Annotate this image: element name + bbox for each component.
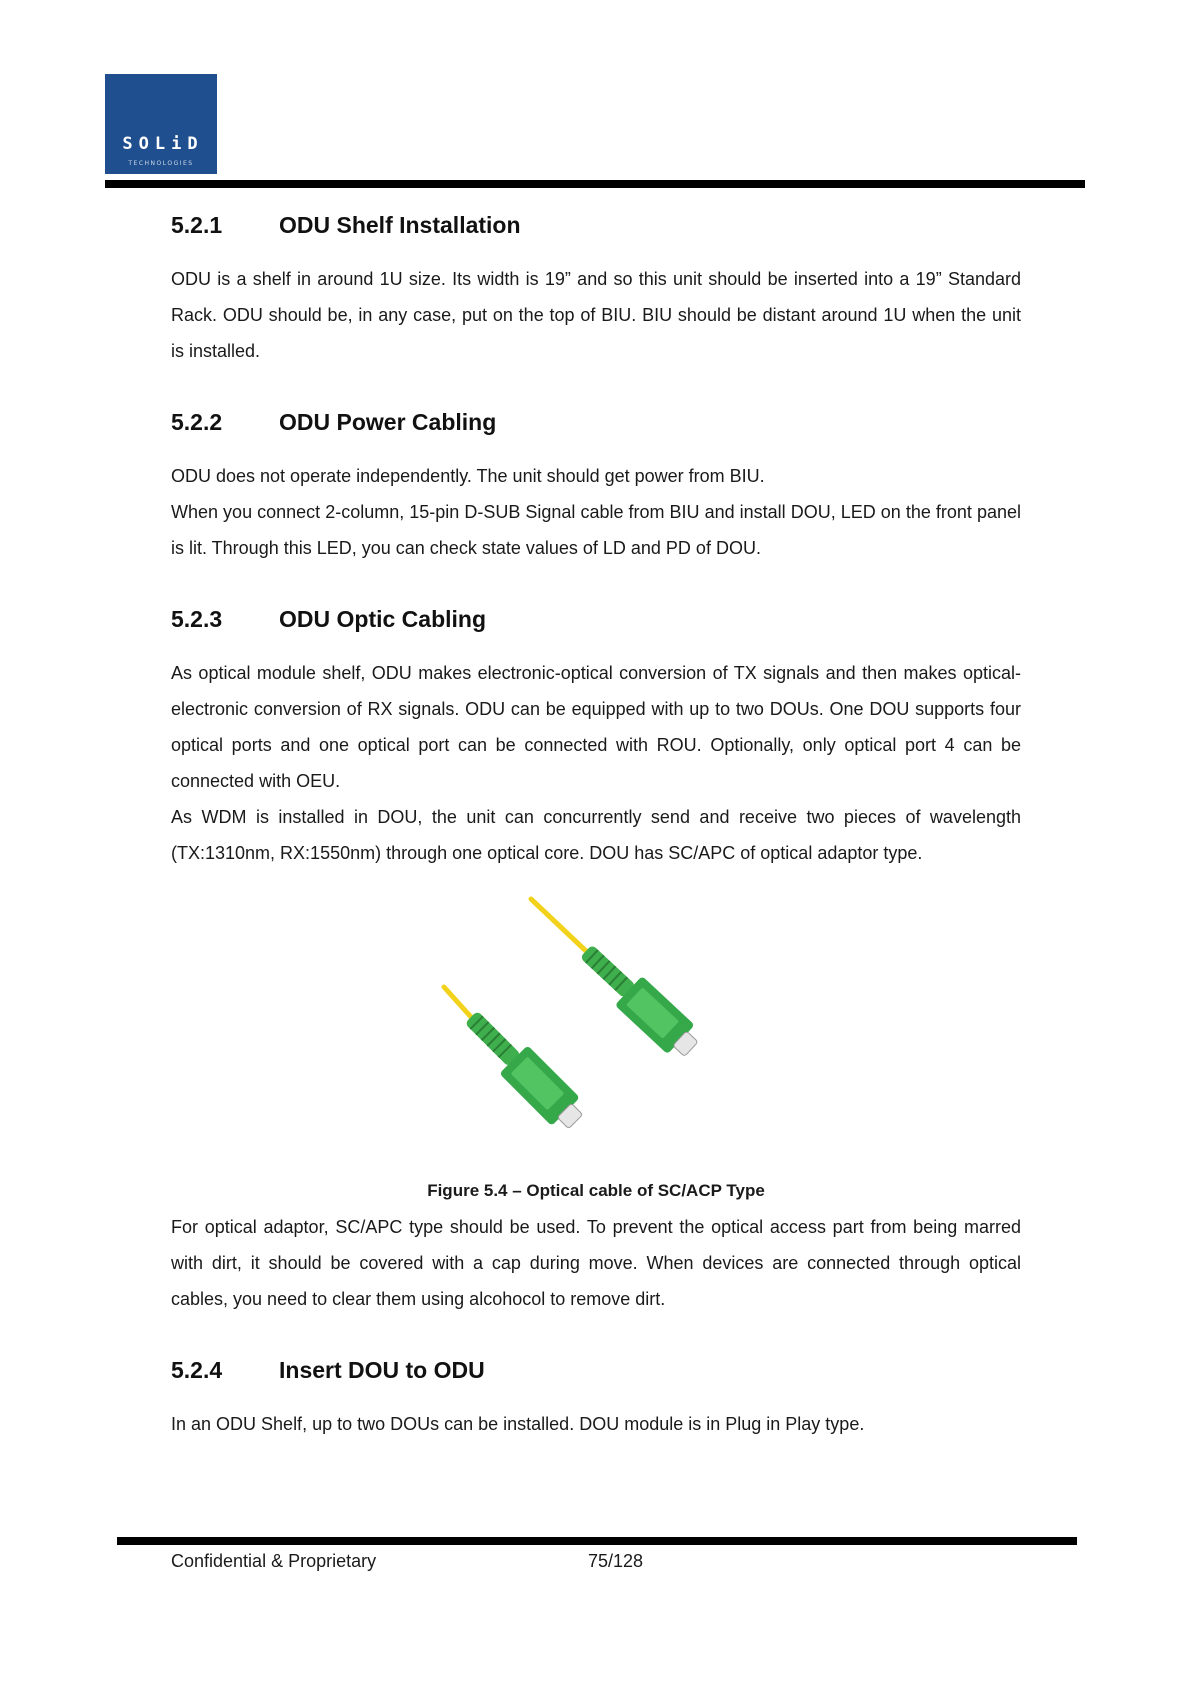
section-heading (171, 606, 1021, 633)
footer-rule (117, 1537, 1077, 1545)
paragraph: ODU does not operate independently. The unit should get power from BIU. (171, 466, 765, 486)
section-5-2-3 (171, 606, 1021, 1317)
paragraph: When you connect 2-column, 15-pin D-SUB Signal cable from BIU and install DOU, LED on the front panel is lit. Through this LED, you can check state values of LD and PD of DOU. (171, 502, 1021, 558)
lower-connector (444, 987, 590, 1136)
paragraph: ODU is a shelf in around 1U size. Its width is 19” and so this unit should be inserted into a 19” Standard Rack. ODU should be, in any case, put on the top of BIU. BIU should be distant around 1U when the unit is installed. (171, 269, 1021, 361)
page-number: 75/128 (588, 1551, 644, 1571)
section-number: 5.2.3 (171, 606, 223, 632)
section-5-2-2 (171, 409, 1021, 566)
logo-subtext: TECHNOLOGIES (128, 160, 194, 167)
header-rule (105, 180, 1085, 188)
section-5-2-1 (171, 212, 1021, 369)
section-5-2-4 (171, 1357, 1021, 1442)
paragraph: For optical adaptor, SC/APC type should be used. To prevent the optical access part from being marred with dirt, it should be covered with a cap during move. When devices are connected through optical cables, you need to clear them using alcohocol to remove dirt. (171, 1217, 1021, 1309)
optical-cable-figure (436, 889, 756, 1159)
paragraph: As WDM is installed in DOU, the unit can concurrently send and receive two pieces of wavelength (TX:1310nm, RX:1550nm) through one optical core. DOU has SC/APC of optical adaptor type. (171, 807, 1021, 863)
footer-confidential: Confidential & Proprietary (171, 1551, 377, 1571)
figure-caption: Figure 5.4 – Optical cable of SC/ACP Type (427, 1181, 765, 1200)
section-title: ODU Optic Cabling (279, 606, 486, 632)
section-title: Insert DOU to ODU (279, 1357, 485, 1383)
page-content (171, 212, 1021, 1442)
section-heading (171, 212, 1021, 239)
section-heading (171, 1357, 1021, 1384)
company-logo (105, 74, 217, 174)
section-number: 5.2.1 (171, 212, 223, 238)
section-number: 5.2.4 (171, 1357, 223, 1383)
section-title: ODU Power Cabling (279, 409, 497, 435)
paragraph: In an ODU Shelf, up to two DOUs can be installed. DOU module is in Plug in Play type. (171, 1414, 865, 1434)
logo-text: SOLiD (122, 134, 204, 154)
upper-connector (531, 899, 705, 1064)
section-number: 5.2.2 (171, 409, 223, 435)
section-title: ODU Shelf Installation (279, 212, 521, 238)
sc-apc-connector-illustration (436, 889, 756, 1159)
section-heading (171, 409, 1021, 436)
paragraph: As optical module shelf, ODU makes electronic-optical conversion of TX signals and then makes optical-electronic conversion of RX signals. ODU can be equipped with up to two DOUs. One DOU supports four optical ports and one optical port can be connected with ROU. Optionally, only optical port 4 can be connected with OEU. (171, 663, 1021, 791)
